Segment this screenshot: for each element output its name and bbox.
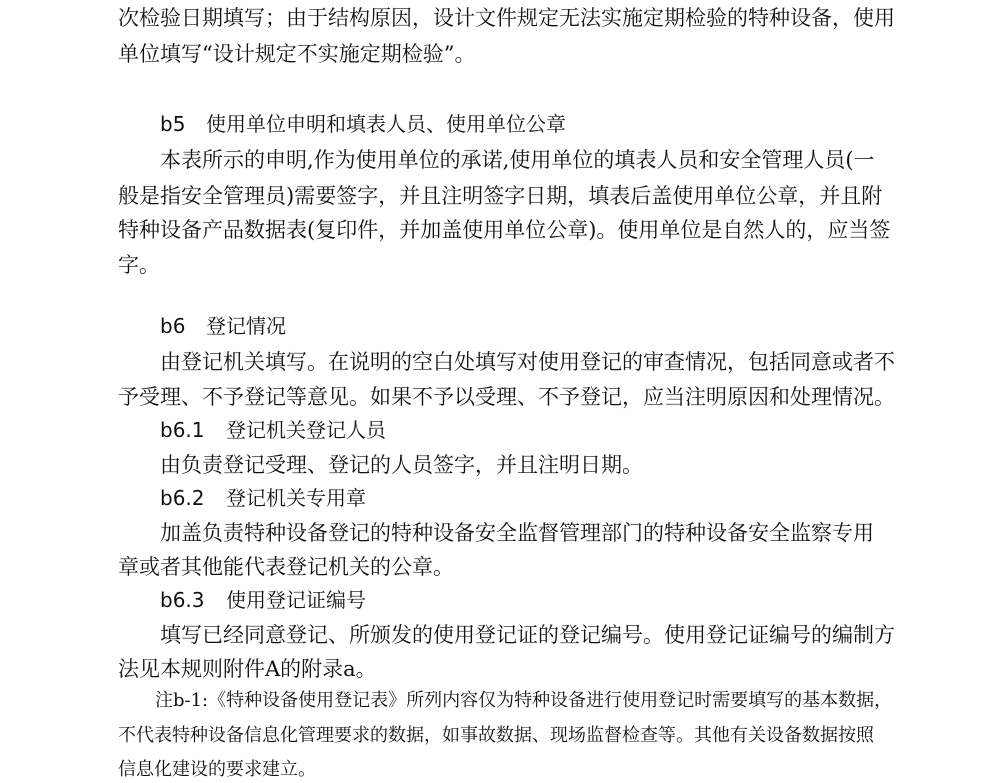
section-heading-b5 [160,112,566,136]
paragraph-line: 章或者其他能代表登记机关的公章。 [118,555,454,579]
section-number: b6.3 [160,588,205,612]
paragraph-line: 填写已经同意登记、所颁发的使用登记证的登记编号。使用登记证编号的编制方 [160,623,895,647]
paragraph-line: 加盖负责特种设备登记的特种设备安全监督管理部门的特种设备安全监察专用 [160,521,874,545]
section-title: 使用登记证编号 [226,588,366,612]
paragraph-line: 由登记机关填写。在说明的空白处填写对使用登记的审查情况，包括同意或者不 [160,350,895,374]
note-line: 不代表特种设备信息化管理要求的数据，如事故数据、现场监督检查等。其他有关设备数据按照 [118,725,874,746]
paragraph-line: 法见本规则附件A的附录a。 [118,657,377,681]
subsection-heading-b6-3 [160,588,366,612]
paragraph-line: 予受理、不予登记等意见。如果不予以受理、不予登记，应当注明原因和处理情况。 [118,385,895,409]
note-line: 信息化建设的要求建立。 [118,759,316,780]
paragraph-line: 般是指安全管理员)需要签字，并且注明签字日期，填表后盖使用单位公章，并且附 [118,184,883,208]
paragraph-line: 字。 [118,253,160,277]
paragraph-line: 单位填写“设计规定不实施定期检验”。 [118,42,476,66]
section-title: 登记机关登记人员 [226,418,386,442]
paragraph-line: 本表所示的申明,作为使用单位的承诺,使用单位的填表人员和安全管理人员(一 [160,148,875,172]
section-number: b6 [160,314,186,338]
subsection-heading-b6-1 [160,418,386,442]
section-number: b6.2 [160,486,205,510]
paragraph-line: 由负责登记受理、登记的人员签字，并且注明日期。 [160,453,643,477]
section-title: 登记情况 [206,314,286,338]
note-line: 注b-1:《特种设备使用登记表》所列内容仅为特种设备进行使用登记时需要填写的基本数据， [155,690,893,711]
paragraph-line: 特种设备产品数据表(复印件，并加盖使用单位公章)。使用单位是自然人的，应当签 [118,218,891,242]
section-number: b5 [160,112,186,136]
subsection-heading-b6-2 [160,486,366,510]
section-number: b6.1 [160,418,205,442]
section-title: 登记机关专用章 [226,486,366,510]
section-heading-b6 [160,314,286,338]
paragraph-line: 次检验日期填写；由于结构原因，设计文件规定无法实施定期检验的特种设备，使用 [118,6,895,30]
section-title: 使用单位申明和填表人员、使用单位公章 [206,112,566,136]
